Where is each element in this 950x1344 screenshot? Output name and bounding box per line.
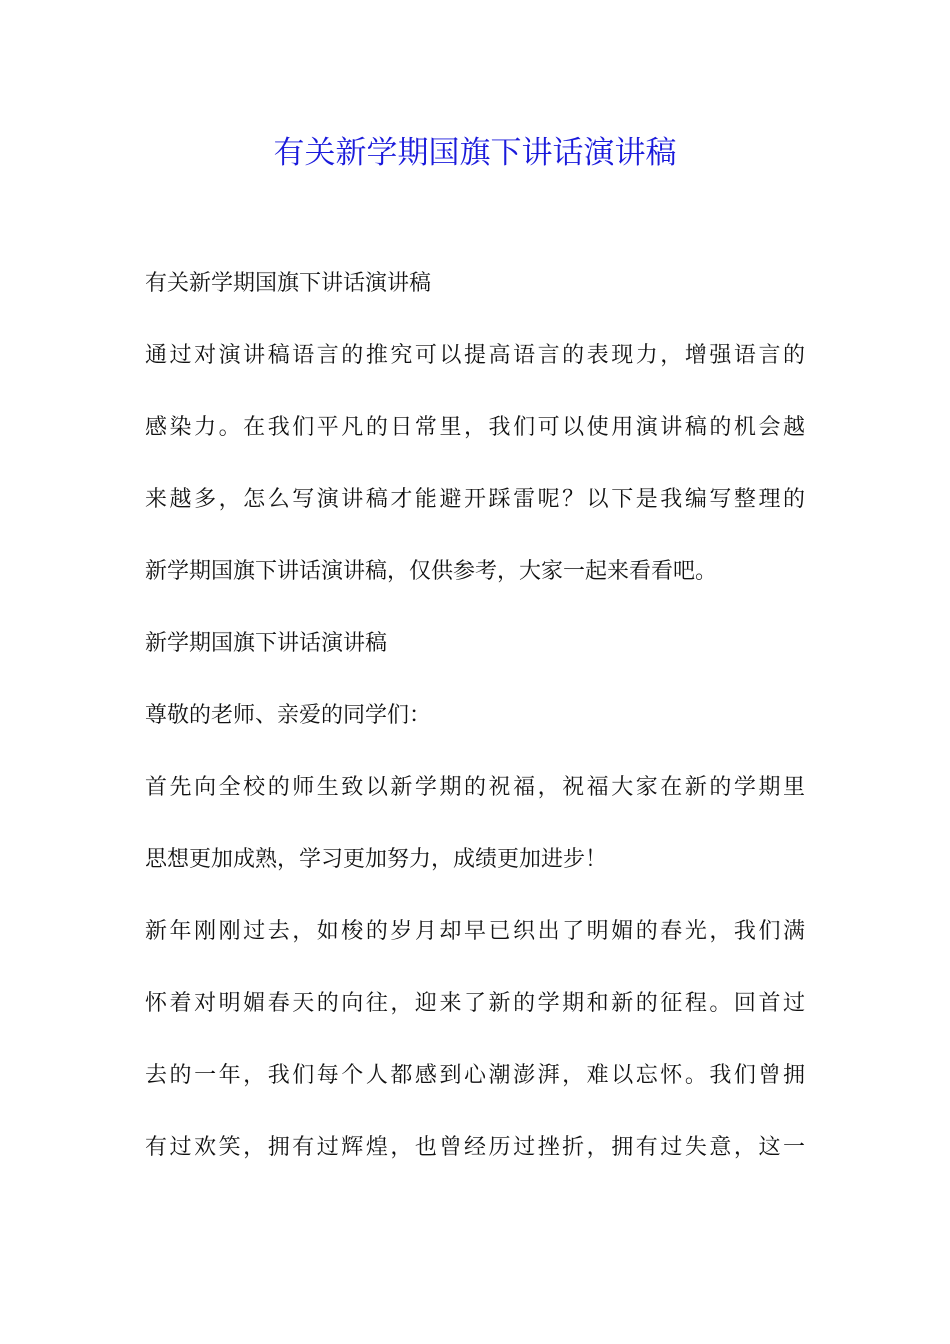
text-line: 有过欢笑，拥有过辉煌，也曾经历过挫折，拥有过失意，这一 xyxy=(145,1135,805,1160)
text-line: 感染力。在我们平凡的日常里，我们可以使用演讲稿的机会越 xyxy=(145,415,805,440)
text-line: 怀着对明媚春天的向往，迎来了新的学期和新的征程。回首过 xyxy=(145,991,805,1016)
text-line: 有关新学期国旗下讲话演讲稿 xyxy=(145,271,432,296)
document-title: 有关新学期国旗下讲话演讲稿 xyxy=(273,135,677,171)
document-body xyxy=(145,248,805,1184)
text-line: 新学期国旗下讲话演讲稿 xyxy=(145,631,388,656)
text-line: 去的一年，我们每个人都感到心潮澎湃，难以忘怀。我们曾拥 xyxy=(145,1063,805,1088)
text-line: 首先向全校的师生致以新学期的祝福，祝福大家在新的学期里 xyxy=(145,775,805,800)
text-line: 通过对演讲稿语言的推究可以提高语言的表现力，增强语言的 xyxy=(145,343,805,368)
text-line: 新年刚刚过去，如梭的岁月却早已织出了明媚的春光，我们满 xyxy=(145,919,805,944)
text-line: 新学期国旗下讲话演讲稿，仅供参考，大家一起来看看吧。 xyxy=(145,559,718,584)
text-line: 尊敬的老师、亲爱的同学们： xyxy=(145,703,432,728)
text-line: 来越多，怎么写演讲稿才能避开踩雷呢？以下是我编写整理的 xyxy=(145,487,805,512)
text-line: 思想更加成熟，学习更加努力，成绩更加进步！ xyxy=(145,847,608,872)
